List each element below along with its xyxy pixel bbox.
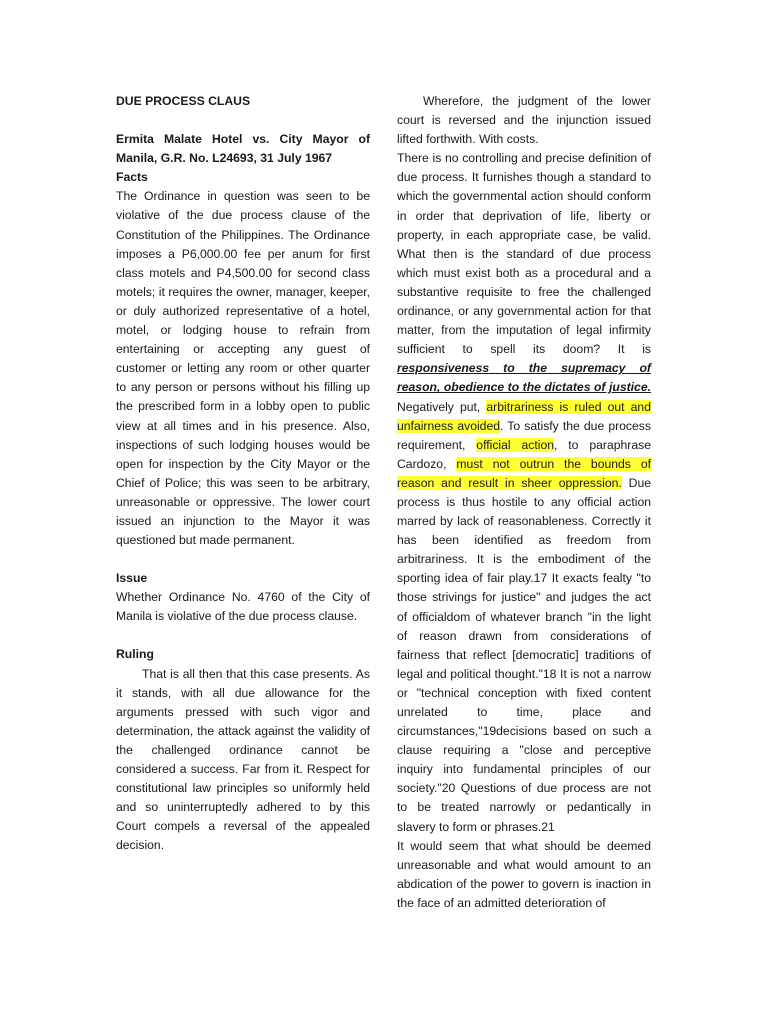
- paragraph-text: , to paraphrase Cardozo,: [397, 437, 651, 471]
- highlighted-text: must not outrun the bounds of reason and result in sheer oppression.: [397, 456, 651, 490]
- right-column: [397, 92, 651, 913]
- document-title: DUE PROCESS CLAUS: [116, 94, 251, 108]
- paragraph-text: . To satisfy the due process requirement,: [397, 418, 651, 452]
- highlighted-text: arbitrariness is ruled out and unfairness avoided: [397, 399, 651, 433]
- ruling-heading: Ruling: [116, 647, 154, 662]
- judgment-paragraph: Wherefore, the judgment of the lower court is reversed and the injunction issued lifted forthwith. With costs.: [397, 94, 651, 147]
- paragraph-text: Due process is thus hostile to any official action marred by lack of reasonableness. Correctly it has been identified as freedom from arbitrariness. It is the embodiment of the sporting idea of fair play.17 It exacts fealty "to those strivings for justice" and judges the act of officialdom of whatever branch "in the light of reason drawn from considerations of fairness that reflect [democratic] traditions of legal and political thought."18 It is not a narrow or "technical conception with fixed content unrelated to time, place and circumstances,"19decisions based on such a clause requiring a "close and perceptive inquiry into fundamental principles of our society."20 Questions of due process are not to be treated narrowly or pedantically in slavery to form or phrases.21: [397, 475, 651, 834]
- closing-paragraph: It would seem that what should be deemed unreasonable and what would amount to an abdication of the power to govern is inaction in the face of an admitted deterioration of: [397, 838, 651, 910]
- paragraph-text: Negatively put,: [397, 399, 487, 414]
- emphasized-text: responsiveness to the supremacy of reason, obedience to the dictates of justice.: [397, 361, 651, 395]
- paragraph-text: There is no controlling and precise definition of due process. It furnishes though a standard to which the governmental action should conform in order that deprivation of life, liberty or property, in each appropriate case, be valid. What then is the standard of due process which must exist both as a procedural and a substantive requisite to free the challenged ordinance, or any governmental action for that matter, from the imputation of legal infirmity sufficient to spell its doom? It is: [397, 151, 651, 357]
- ruling-text: That is all then that this case presents. As it stands, with all due allowance for the arguments pressed with such vigor and determination, the attack against the validity of the challenged ordinance cannot be considered a success. Far from it. Respect for constitutional law principles so uniformly held and so uninterruptedly adhered to by this Court compels a reversal of the appealed decision.: [116, 666, 370, 853]
- facts-text: The Ordinance in question was seen to be violative of the due process clause of the Constitution of the Philippines. The Ordinance imposes a P6,000.00 fee per anum for first class motels and P4,500.00 for second class motels; it requires the owner, manager, keeper, or duly authorized representative of a hotel, motel, or lodging house to refrain from entertaining or accepting any guest of customer or letting any room or other quarter to any person or persons without his filling up the prescribed form in a lobby open to public view at all times and in his presence. Also, inspections of such lodging houses would be open for inspection by the City Mayor or the Chief of Police; this was seen to be arbitrary, unreasonable or oppressive. The lower court issued an injunction to the Mayor it was questioned but made permanent.: [116, 189, 370, 548]
- left-column: [116, 92, 370, 855]
- facts-heading: Facts: [116, 170, 148, 185]
- issue-heading: Issue: [116, 571, 148, 586]
- issue-text: Whether Ordinance No. 4760 of the City of Manila is violative of the due process clause.: [116, 590, 370, 624]
- due-process-paragraph: [397, 149, 651, 836]
- case-title: Ermita Malate Hotel vs. City Mayor of Manila, G.R. No. L24693, 31 July 1967: [116, 132, 370, 166]
- highlighted-text: official action: [476, 437, 555, 452]
